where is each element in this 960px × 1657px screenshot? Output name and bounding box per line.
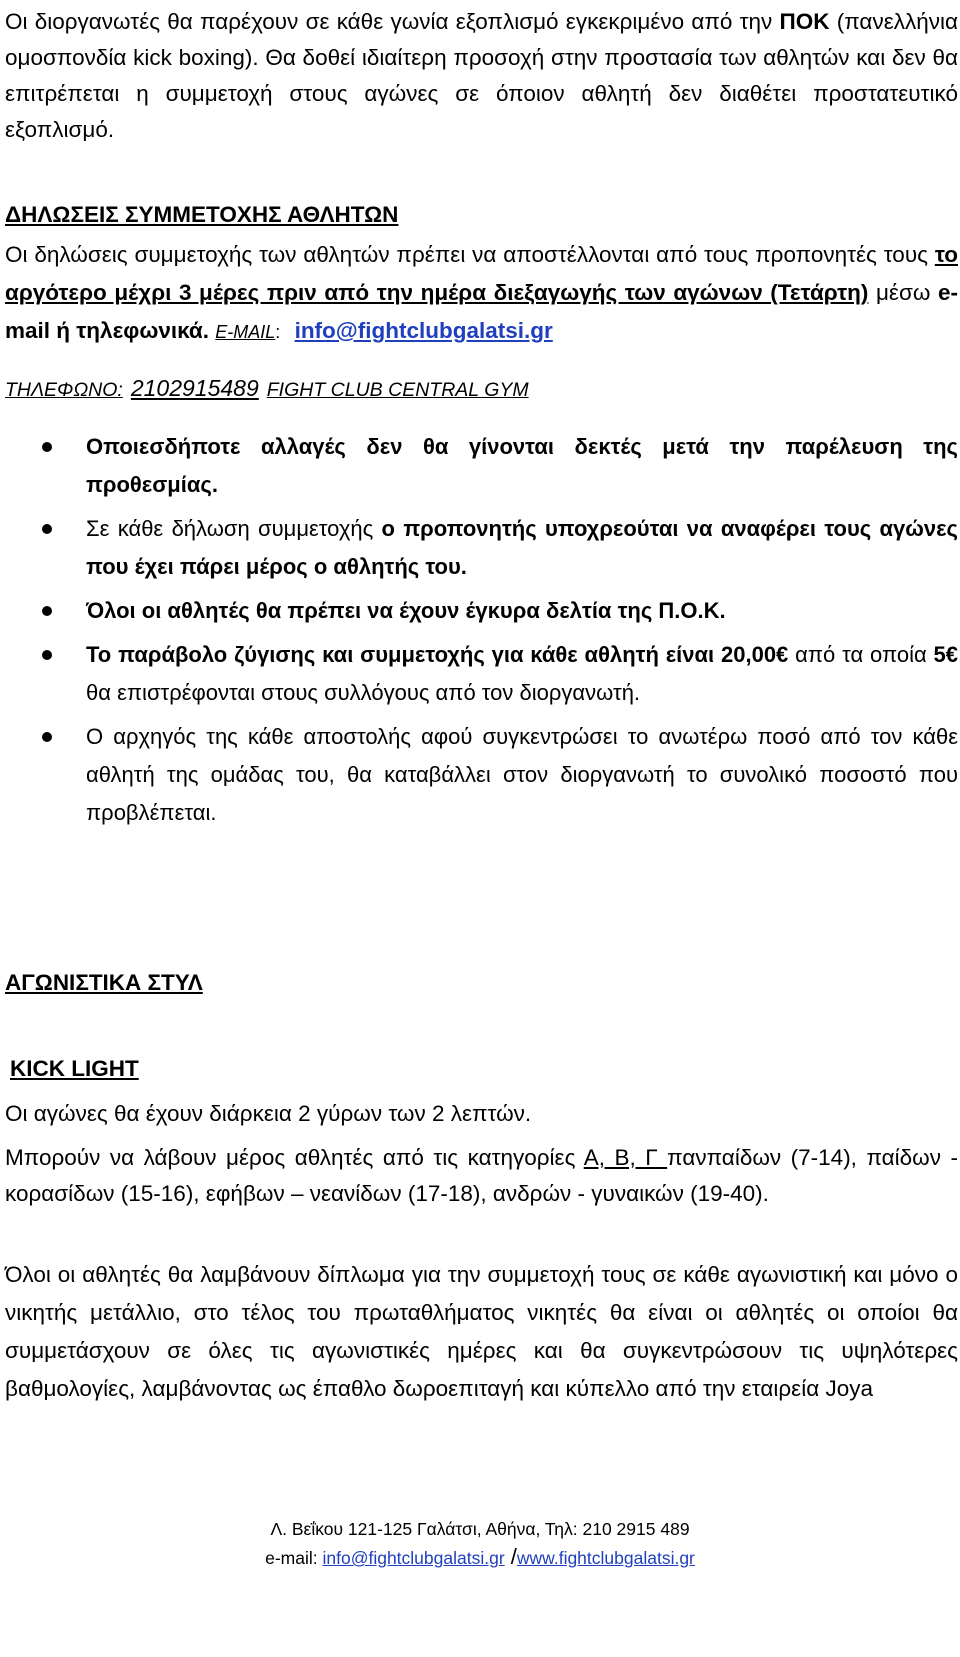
bullet-icon [42,524,52,534]
intro-text-rest: (πανελλήνια ομοσπονδία kick boxing). Θα δοθεί ιδιαίτερη προσοχή στην προστασία των αθλητών και δεν θα επιτρέπεται η συμμετοχή στους αγώνες σε όποιον αθλητή δεν διαθέτει προστατευτικό εξοπλισμό. [5,9,958,142]
styles-heading: ΑΓΩΝΙΣΤΙΚΑ ΣΤΥΛ [5,970,203,995]
bullet-icon [42,650,52,660]
rule-text-rest: θα επιστρέφονται στους συλλόγους από τον διοργανωτή. [86,680,641,705]
footer-email-link[interactable]: info@fightclubgalatsi.gr [322,1548,505,1568]
list-item [0,636,958,712]
list-item [0,428,958,504]
footer-contacts [0,1543,960,1572]
rules-list [0,428,958,838]
refund-amount: 5€ [933,642,959,667]
footer-separator: / [504,1544,517,1569]
footer-website-link[interactable]: www.fightclubgalatsi.gr [516,1548,695,1568]
rule-text: Οποιεσδήποτε αλλαγές δεν θα γίνονται δεκτές μετά την παρέλευση της προθεσμίας. [86,434,958,497]
list-item [0,592,958,630]
rule-text: Σε κάθε δήλωση συμμετοχής [86,516,382,541]
footer [0,1515,960,1572]
categories-paragraph [5,1140,958,1212]
awards-paragraph: Όλοι οι αθλητές θα λαμβάνουν δίπλωμα για την συμμετοχή τους σε κάθε αγωνιστική και μόνο ο νικητής μετάλλιο, στο τέλος του πρωταθλήματος νικητές θα είναι οι αθλητές οι οποίοι θα συμμετάσχουν σε όλες τις αγωνιστικές ημέρες και θα συγκεντρώσουν τις υψηλότερες βαθμολογίες, λαμβάνοντας ως έπαθλο δωροεπιταγή και κύπελλο από την εταιρεία Joya [5,1262,958,1401]
bullet-icon [42,732,52,742]
list-item [0,510,958,586]
pok-abbrev: ΠΟΚ [779,9,830,34]
categories-text-rest: πανπαίδων (7-14), παίδων - κορασίδων (15-16), εφήβων – νεανίδων (17-18), ανδρών - γυναικών (19-40). [5,1145,958,1206]
intro-text: Οι διοργανωτές θα παρέχουν σε κάθε γωνία εξοπλισμό εγκεκριμένο από την [5,9,780,34]
footer-address: Λ. Βεΐκου 121-125 Γαλάτσι, Αθήνα, Τηλ: 210 2915 489 [270,1519,690,1539]
rule-text: Ο αρχηγός της κάθε αποστολής αφού συγκεντρώσει το ανωτέρω ποσό από τον κάθε αθλητή της ομάδας του, θα καταβάλλει στον διοργανωτή το συνολικό ποσοστό που προβλέπεται. [86,724,958,825]
declarations-text: Οι δηλώσεις συμμετοχής των αθλητών πρέπει να αποστέλλονται από τους προπονητές τους [5,242,935,267]
rule-text-bold: Το παράβολο ζύγισης και συμμετοχής για κάθε αθλητή είναι 20,00€ [86,642,789,667]
deadline-text: το αργότερο μέχρι 3 μέρες πριν από την ημέρα διεξαγωγής των αγώνων (Τετάρτη) [5,242,958,305]
rule-text: από τα οποία [788,642,934,667]
declarations-text-mid: μέσω [868,280,938,305]
phone-line [5,375,958,402]
submission-method: e-mail ή τηλεφωνικά. [5,280,959,343]
categories-letters: Α, Β, Γ [583,1145,668,1170]
rule-text: Όλοι οι αθλητές θα πρέπει να έχουν έγκυρα δελτία της Π.Ο.Κ. [86,598,726,623]
intro-paragraph [5,4,958,148]
phone-number[interactable]: 2102915489 [130,375,259,401]
gym-name: FIGHT CLUB CENTRAL GYM [266,379,529,401]
list-item [0,718,958,832]
footer-email-label: e-mail: [265,1548,323,1568]
declarations-paragraph: Οι δηλώσεις συμμετοχής των αθλητών πρέπει να αποστέλλονται από τους προπονητές τους το αργότερο μέχρι 3 μέρες πριν από την ημέρα διεξαγωγής των αγώνων (Τετάρτη) μέσω e-mail ή τηλεφωνικά. E-MAIL: info@fightclubgalatsi.gr [5,242,959,343]
email-link[interactable]: info@fightclubgalatsi.gr [294,318,553,343]
email-label: E-MAIL [215,322,276,342]
categories-text: Μπορούν να λάβουν μέρος αθλητές από τις κατηγορίες [5,1145,584,1170]
bullet-icon [42,442,52,452]
phone-label: ΤΗΛΕΦΩΝΟ: [5,379,123,401]
bullet-icon [42,606,52,616]
kick-light-heading: KICK LIGHT [10,1056,139,1081]
declarations-heading: ΔΗΛΩΣΕΙΣ ΣΥΜΜΕΤΟΧΗΣ ΑΘΛΗΤΩΝ [5,202,399,227]
rule-text-bold: ο προπονητής υποχρεούται να αναφέρει τους αγώνες που έχει πάρει μέρος ο αθλητής του. [86,516,958,579]
duration-text: Οι αγώνες θα έχουν διάρκεια 2 γύρων των 2 λεπτών. [5,1101,532,1126]
